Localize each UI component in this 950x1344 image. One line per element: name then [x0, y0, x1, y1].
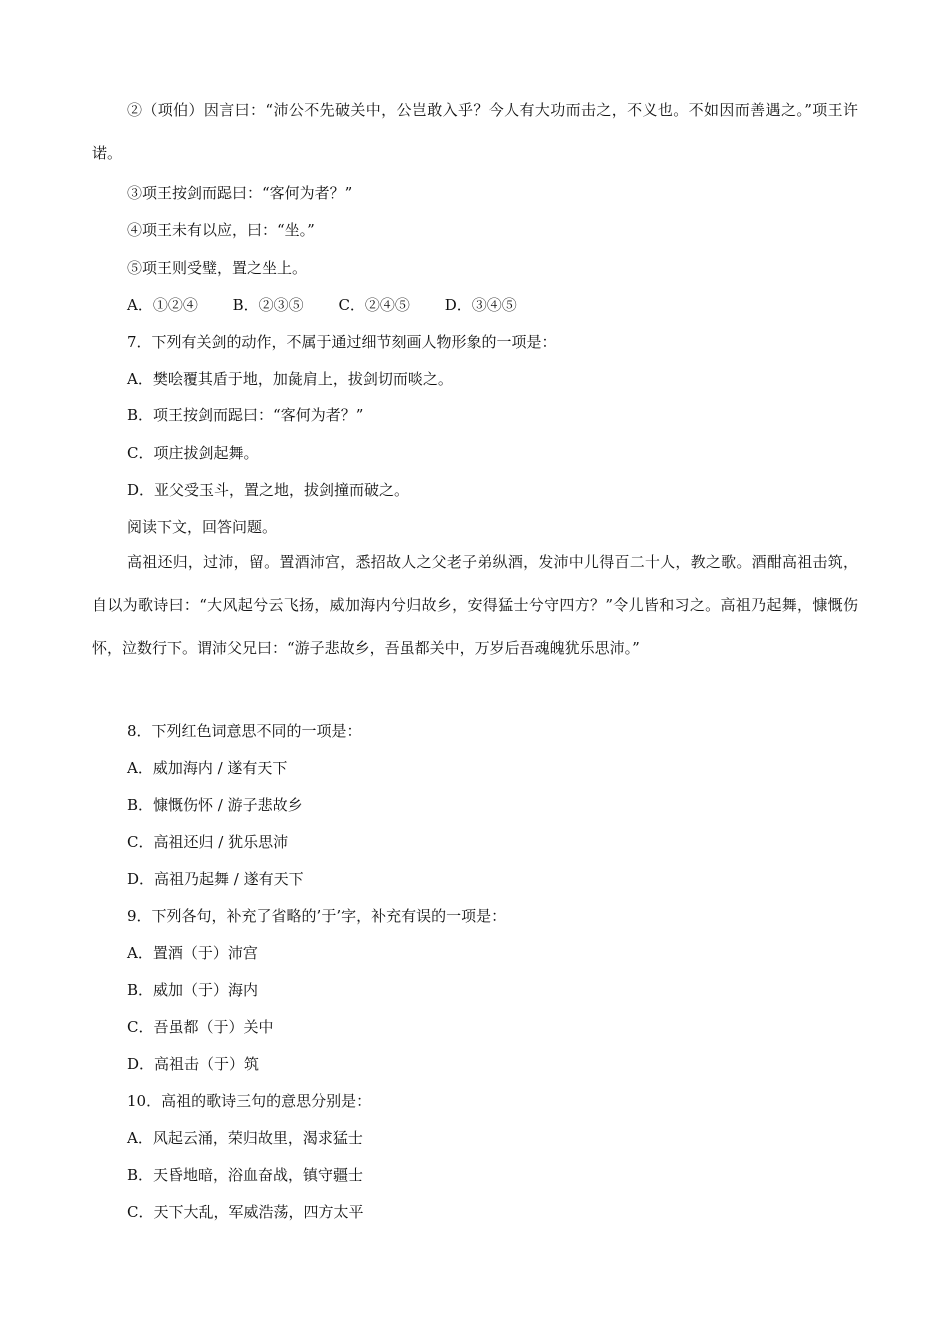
q6-option-a: A．①②④ [127, 296, 198, 314]
q9-option-a: A．置酒（于）沛宫 [127, 944, 258, 962]
q10-stem: 10．高祖的歌诗三句的意思分别是： [127, 1092, 372, 1110]
q7-option-c: C．项庄拔剑起舞。 [127, 444, 259, 462]
q8-option-b: B．慷慨伤怀 / 游子悲故乡 [127, 796, 303, 814]
q7-option-d: D．亚父受玉斗，置之地，拔剑撞而破之。 [127, 481, 410, 499]
q8-option-d: D．高祖乃起舞 / 遂有天下 [127, 870, 304, 888]
q6-option-d: D．③④⑤ [444, 296, 517, 314]
reading-instruction: 阅读下文，回答问题。 [127, 518, 278, 536]
q10-option-c: C．天下大乱，军威浩荡，四方太平 [127, 1203, 364, 1221]
q10-option-b: B．天昏地暗，浴血奋战，镇守疆士 [127, 1166, 364, 1184]
q10-option-a: A．风起云涌，荣归故里，渴求猛士 [127, 1129, 363, 1147]
q8-option-a: A．威加海内 / 遂有天下 [127, 759, 288, 777]
q9-option-c: C．吾虽都（于）关中 [127, 1018, 274, 1036]
q6-option-c: C．②④⑤ [338, 296, 410, 314]
q7-option-b: B．项王按剑而跽曰：“客何为者？” [127, 406, 364, 424]
q6-options [127, 295, 547, 315]
q6-item-5: ⑤项王则受璧，置之坐上。 [127, 259, 308, 277]
reading-passage: 高祖还归，过沛，留。置酒沛宫，悉招故人之父老子弟纵酒，发沛中儿得百二十人，教之歌。酒酣高祖击筑，自以为歌诗曰：“大风起兮云飞扬，威加海内兮归故乡，安得猛士兮守四方？”令儿皆和习之。高祖乃起舞，慷慨伤怀，泣数行下。谓沛父兄曰：“游子悲故乡，吾虽都关中，万岁后吾魂魄犹乐思沛。” [92, 553, 858, 657]
q9-stem: 9．下列各句，补充了省略的’于’字，补充有误的一项是： [127, 907, 507, 925]
q8-stem: 8．下列红色词意思不同的一项是： [127, 722, 362, 740]
q6-item-2: ②（项伯）因言曰：“沛公不先破关中，公岂敢入乎？今人有大功而击之，不义也。不如因而善遇之。”项王许诺。 [92, 101, 858, 162]
q7-option-a: A．樊哙覆其盾于地，加彘肩上，拔剑切而啖之。 [127, 370, 453, 388]
q6-item-4: ④项王未有以应，曰：“坐。” [127, 221, 315, 239]
q7-stem: 7．下列有关剑的动作，不属于通过细节刻画人物形象的一项是： [127, 333, 557, 351]
q9-option-d: D．高祖击（于）筑 [127, 1055, 260, 1073]
q6-option-b: B．②③⑤ [232, 296, 304, 314]
q6-item-3: ③项王按剑而跽曰：“客何为者？” [127, 184, 353, 202]
q9-option-b: B．威加（于）海内 [127, 981, 259, 999]
q8-option-c: C．高祖还归 / 犹乐思沛 [127, 833, 289, 851]
